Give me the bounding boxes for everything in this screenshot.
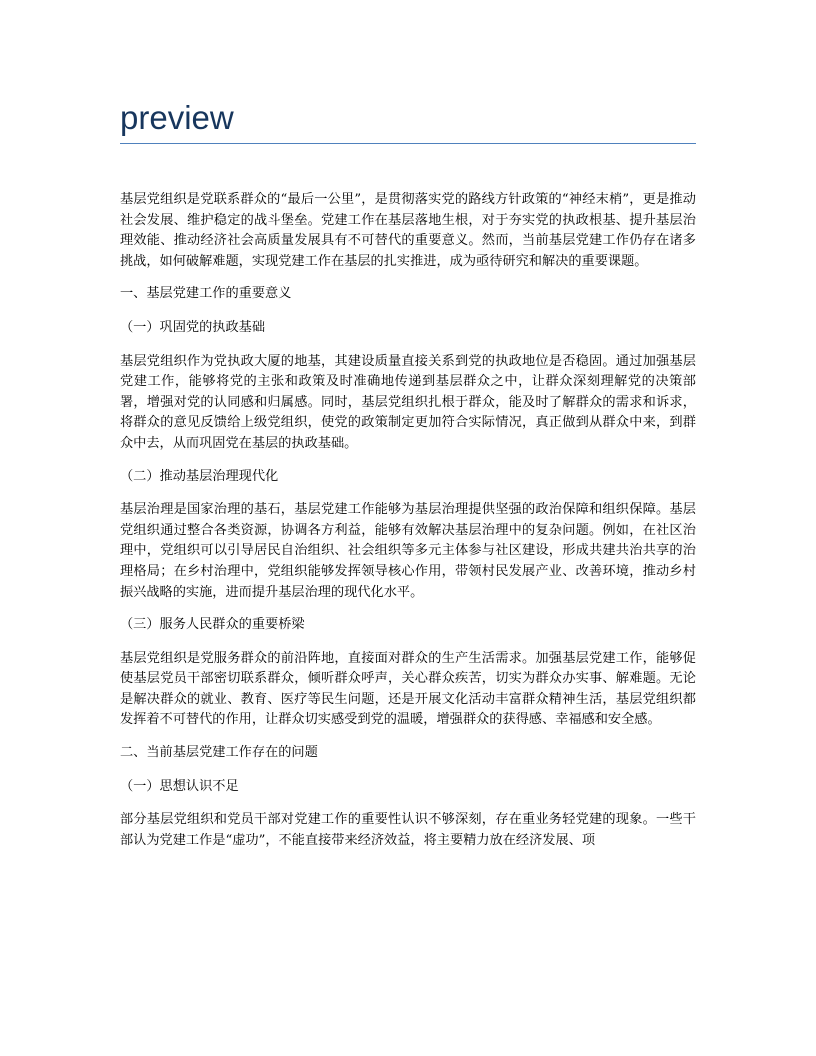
subsection-heading: （三）服务人民群众的重要桥梁 [120,617,305,633]
subsection-heading: （二）推动基层治理现代化 [120,468,279,484]
body-paragraph: 部分基层党组织和党员干部对党建工作的重要性认识不够深刻，存在重业务轻党建的现象。一些干部认为党建工作是“虚功”，不能直接带来经济效益，将主要精力放在经济发展、项 [120,812,696,848]
body-paragraph: 基层党组织作为党执政大厦的地基，其建设质量直接关系到党的执政地位是否稳固。通过加强基层党建工作，能够将党的主张和政策及时准确地传递到基层群众之中，让群众深刻理解党的决策部署，增强对党的认同感和归属感。同时，基层党组织扎根于群众，能及时了解群众的需求和诉求，将群众的意见反馈给上级党组织，使党的政策制定更加符合实际情况，真正做到从群众中来，到群众中去，从而巩固党在基层的执政基础。 [120,353,696,451]
document-page [120,0,696,863]
intro-paragraph: 基层党组织是党联系群众的“最后一公里”，是贯彻落实党的路线方针政策的“神经末梢”，更是推动社会发展、维护稳定的战斗堡垒。党建工作在基层落地生根，对于夯实党的执政根基、提升基层治理效能、推动经济社会高质量发展具有不可替代的重要意义。然而，当前基层党建工作仍存在诸多挑战，如何破解难题，实现党建工作在基层的扎实推进，成为亟待研究和解决的重要课题。 [120,192,696,269]
subsection-heading: （一）思想认识不足 [120,778,239,794]
body-paragraph: 基层党组织是党服务群众的前沿阵地，直接面对群众的生产生活需求。加强基层党建工作，能够促使基层党员干部密切联系群众，倾听群众呼声，关心群众疾苦，切实为群众办实事、解难题。无论是解决群众的就业、教育、医疗等民生问题，还是开展文化活动丰富群众精神生活，基层党组织都发挥着不可替代的作用，让群众切实感受到党的温暖，增强群众的获得感、幸福感和安全感。 [120,650,696,728]
body-paragraph: 基层治理是国家治理的基石，基层党建工作能够为基层治理提供坚强的政治保障和组织保障。基层党组织通过整合各类资源，协调各方利益，能够有效解决基层治理中的复杂问题。例如，在社区治理中，党组织可以引导居民自治组织、社会组织等多元主体参与社区建设，形成共建共治共享的治理格局；在乡村治理中，党组织能够发挥领导核心作用，带领村民发展产业、改善环境，推动乡村振兴战略的实施，进而提升基层治理的现代化水平。 [120,502,696,600]
section-heading: 二、当前基层党建工作存在的问题 [120,745,318,761]
subsection-heading: （一）巩固党的执政基础 [120,319,266,335]
document-title: preview [120,96,696,144]
section-heading: 一、基层党建工作的重要意义 [120,286,292,302]
document-body [120,190,696,851]
